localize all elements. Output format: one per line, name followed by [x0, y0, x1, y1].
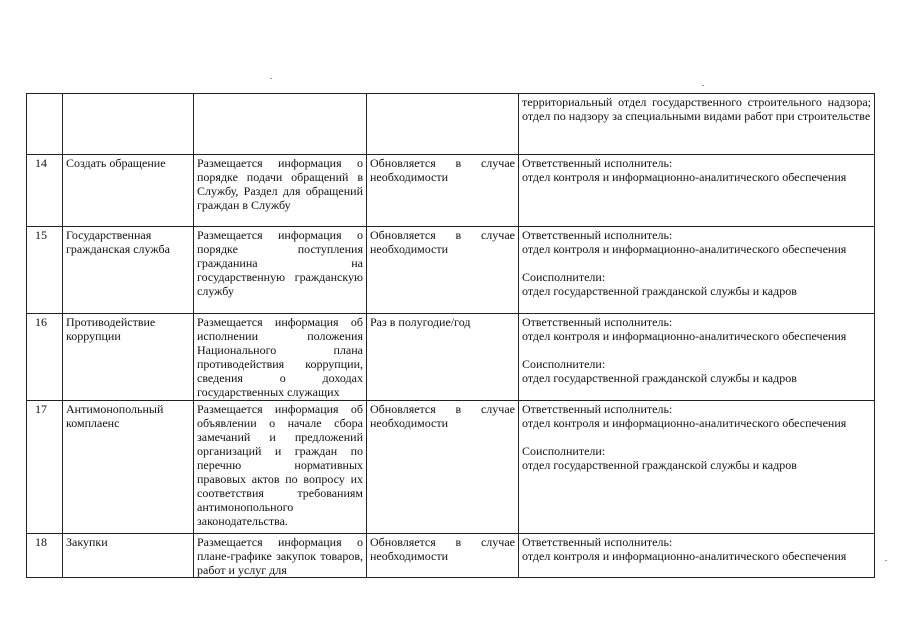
responsible-text: территориальный отдел государственного строительного надзора; отдел по надзору за специальными видами работ при строительстве [522, 95, 871, 123]
co-executors-unit: отдел государственной гражданской службы и кадров [522, 371, 797, 385]
responsible-title: Ответственный исполнитель: [522, 228, 673, 242]
section-cell: Создать обращение [63, 155, 194, 227]
responsible-unit: отдел контроля и информационно-аналитического обеспечения [522, 549, 847, 563]
frequency-cell: Обновляется в случае необходимости [367, 401, 519, 534]
description-cell: Размещается информация о порядке подачи обращений в Службу, Раздел для обращений граждан в Службу [194, 155, 367, 227]
responsible-cell [519, 94, 875, 155]
responsible-title: Ответственный исполнитель: [522, 402, 673, 416]
frequency-cell [367, 94, 519, 155]
frequency-cell: Раз в полугодие/год [367, 314, 519, 401]
table-row [27, 401, 875, 534]
row-number-cell: 17 [27, 401, 63, 534]
responsible-title: Ответственный исполнитель: [522, 535, 673, 549]
description-cell: Размещается информация об объявлении о начале сбора замечаний и предложений организаций и граждан по перечню нормативных правовых актов по вопросу их соответствия требованиям антимонопольного законодательства. [194, 401, 367, 534]
responsible-cell [519, 227, 875, 314]
description-cell [194, 94, 367, 155]
co-executors-unit: отдел государственной гражданской службы и кадров [522, 284, 797, 298]
section-cell [63, 94, 194, 155]
co-executors-title: Соисполнители: [522, 444, 606, 458]
description-cell: Размещается информация о порядке поступления гражданина на государственную гражданскую службу [194, 227, 367, 314]
section-cell: Государственная гражданская служба [63, 227, 194, 314]
row-number-cell: 18 [27, 534, 63, 578]
table-row [27, 314, 875, 401]
section-cell: Антимонопольный комплаенс [63, 401, 194, 534]
responsible-unit: отдел контроля и информационно-аналитического обеспечения [522, 242, 847, 256]
row-number-cell: 15 [27, 227, 63, 314]
section-cell: Противодействие коррупции [63, 314, 194, 401]
table-row [27, 534, 875, 578]
responsible-title: Ответственный исполнитель: [522, 315, 673, 329]
responsible-cell [519, 155, 875, 227]
frequency-cell: Обновляется в случае необходимости [367, 227, 519, 314]
row-number-cell [27, 94, 63, 155]
table-row [27, 227, 875, 314]
responsible-cell [519, 534, 875, 578]
frequency-cell: Обновляется в случае необходимости [367, 534, 519, 578]
section-cell: Закупки [63, 534, 194, 578]
responsible-unit: отдел контроля и информационно-аналитического обеспечения [522, 170, 847, 184]
row-number-cell: 16 [27, 314, 63, 401]
co-executors-title: Соисполнители: [522, 270, 606, 284]
scan-speck [270, 78, 272, 79]
responsible-title: Ответственный исполнитель: [522, 156, 673, 170]
row-number-cell: 14 [27, 155, 63, 227]
co-executors-title: Соисполнители: [522, 357, 606, 371]
frequency-cell: Обновляется в случае необходимости [367, 155, 519, 227]
responsible-cell [519, 401, 875, 534]
description-cell: Размещается информация о плане-графике закупок товаров, работ и услуг для [194, 534, 367, 578]
scan-speck [885, 560, 887, 561]
co-executors-unit: отдел государственной гражданской службы и кадров [522, 458, 797, 472]
scan-speck [702, 85, 704, 86]
table-row [27, 155, 875, 227]
responsible-unit: отдел контроля и информационно-аналитического обеспечения [522, 416, 847, 430]
table-row-continuation [27, 94, 875, 155]
responsible-unit: отдел контроля и информационно-аналитического обеспечения [522, 329, 847, 343]
responsible-cell [519, 314, 875, 401]
description-cell: Размещается информация об исполнении положения Национального плана противодействия коррупции, сведения о доходах государственных служащих [194, 314, 367, 401]
document-table [26, 93, 875, 578]
